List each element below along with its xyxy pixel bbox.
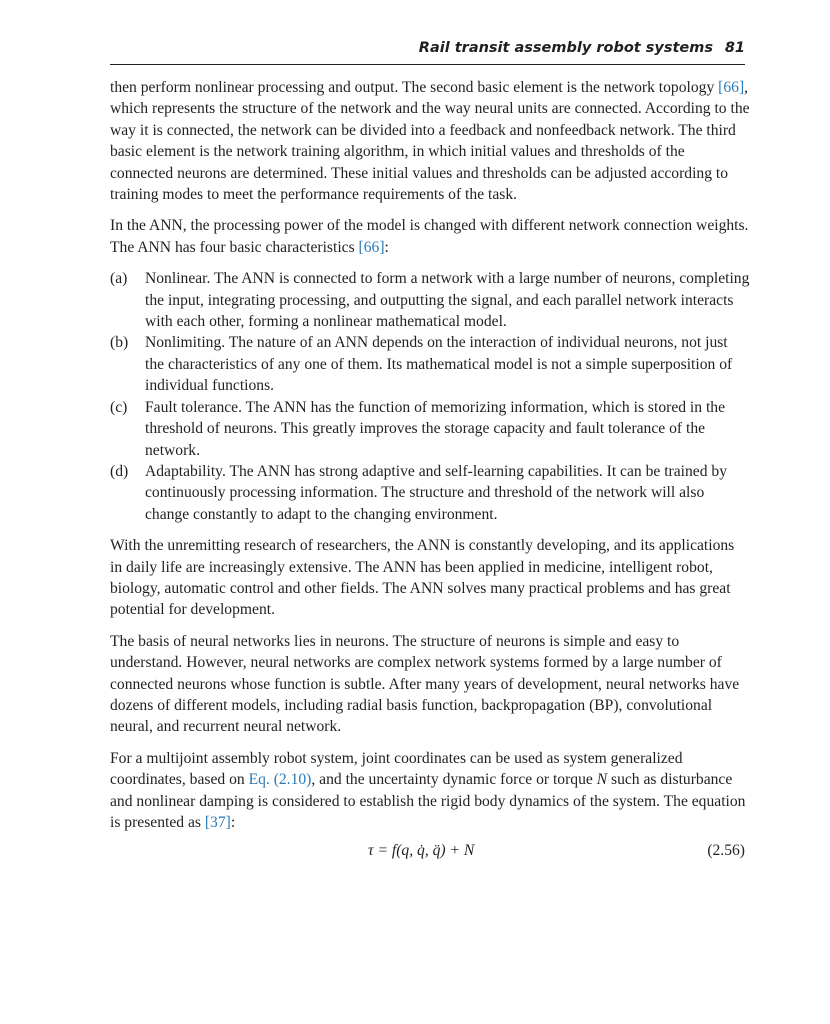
list-item-label: (b) <box>110 334 129 352</box>
page-body <box>110 77 750 862</box>
page-number: 81 <box>724 40 745 56</box>
list-item-label: (c) <box>110 398 128 416</box>
paragraph-ann-development: With the unremitting research of researchers, the ANN is constantly developing, and its applications in daily life are increasingly extensive. The ANN has been applied in medicine, intelligent robot, biology, automatic control and other fields. The ANN solves many practical problems and has great potential for development. <box>110 537 735 619</box>
paragraph-robot-dynamics: For a multijoint assembly robot system, joint coordinates can be used as system generalized coordinates, based on Eq. (2.10), and the uncertainty dynamic force or torque N such as disturbance and nonlinear damping is considered to establish the rigid body dynamics of the system. The equation is presented as [37]: <box>110 749 746 831</box>
list-item <box>110 397 750 461</box>
equation-2-56 <box>110 840 750 862</box>
equation-number: (2.56) <box>707 842 745 860</box>
list-item-text: Nonlimiting. The nature of an ANN depends on the interaction of individual neurons, not just the characteristics of any one of them. Its mathematical model is not a simple superposition of individual functions. <box>145 334 733 395</box>
running-header-title: Rail transit assembly robot systems <box>418 40 713 56</box>
list-item <box>110 332 750 396</box>
list-item <box>110 268 750 332</box>
characteristics-list <box>110 268 750 525</box>
equation-link[interactable]: Eq. (2.10) <box>248 771 312 789</box>
paragraph-network-topology: then perform nonlinear processing and output. The second basic element is the network topology [66], which represents the structure of the network and the way neural units are connected. According to the way it is connected, the network can be divided into a feedback and nonfeedback network. The third basic element is the network training algorithm, in which initial values and thresholds of the connected neurons are determined. These initial values and thresholds can be adjusted according to training modes to meet the performance requirements of the task. <box>110 79 750 204</box>
list-item-text: Nonlinear. The ANN is connected to form a network with a large number of neurons, completing the input, integrating processing, and outputting the signal, and each parallel network interacts with each other, forming a nonlinear mathematical model. <box>145 270 750 331</box>
list-item-label: (d) <box>110 462 129 480</box>
list-item-label: (a) <box>110 270 128 288</box>
list-item-text: Adaptability. The ANN has strong adaptive and self-learning capabilities. It can be trained by continuously processing information. The structure and threshold of the network will also change constantly to adapt to the changing environment. <box>145 462 727 523</box>
citation-link[interactable]: [37] <box>204 814 231 831</box>
paragraph-neural-networks: The basis of neural networks lies in neurons. The structure of neurons is simple and easy to understand. However, neural networks are complex network systems formed by a large number of connected neurons whose function is subtle. After many years of development, neural networks have dozens of different models, including radial basis function, backpropagation (BP), convolutional neural, and recurrent neural network. <box>110 632 740 736</box>
list-item <box>110 461 750 525</box>
citation-link[interactable]: [66] <box>718 79 745 96</box>
list-item-text: Fault tolerance. The ANN has the function of memorizing information, which is stored in the threshold of neurons. This greatly improves the storage capacity and fault tolerance of the network. <box>145 398 726 459</box>
citation-link[interactable]: [66] <box>358 238 385 256</box>
equation-expression: τ = f(q, q̇, q̈) + N <box>368 842 475 860</box>
variable-n: N <box>596 771 608 789</box>
paragraph-ann-characteristics-intro: In the ANN, the processing power of the model is changed with different network connection weights. The ANN has four basic characteristics [66]: <box>110 217 749 256</box>
running-header <box>110 34 745 65</box>
